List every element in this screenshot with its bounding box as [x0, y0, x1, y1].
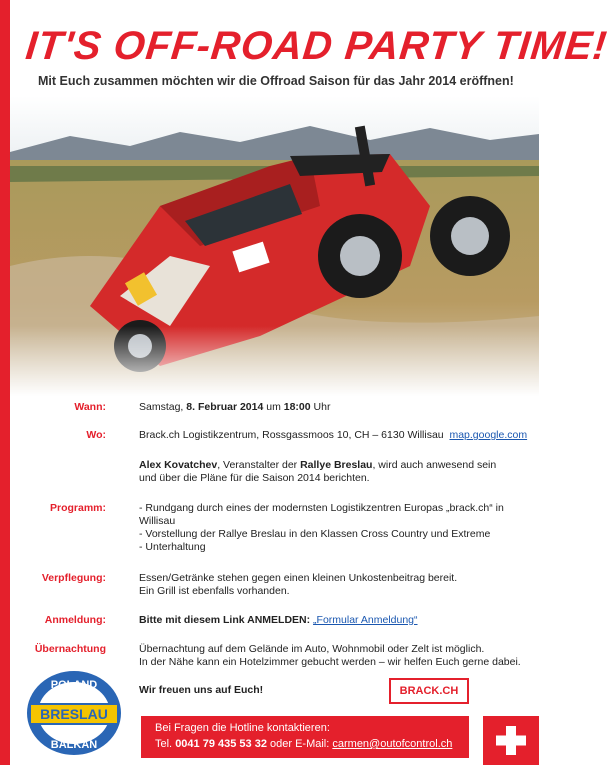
label-programm: Programm:: [49, 502, 106, 514]
list-item: - Vorstellung der Rallye Breslau in den Klassen Cross Country und Extreme: [139, 528, 491, 540]
hotline-email-link[interactable]: carmen@outofcontrol.ch: [332, 738, 453, 750]
host-event: Rallye Breslau: [300, 459, 373, 471]
swiss-flag-icon: [483, 716, 539, 765]
label-anmeldung: Anmeldung:: [44, 614, 106, 626]
page-title: IT'S OFF-ROAD PARTY TIME!: [23, 24, 610, 68]
value-wo: Brack.ch Logistikzentrum, Rossgassmoos 10, CH – 6130 Willisau map.google.com: [139, 429, 528, 441]
event-time: 18:00: [283, 401, 311, 413]
badge-top-text: POLAND: [50, 679, 98, 691]
hotline-phone[interactable]: 0041 79 435 53 32: [175, 738, 267, 750]
hotline-box: [141, 716, 469, 758]
list-item: - Rundgang durch eines der modernsten Logistikzentren Europas „brack.ch“ in Willisau: [139, 502, 504, 527]
map-link[interactable]: map.google.com: [449, 429, 528, 441]
event-date: 8. Februar 2014: [186, 401, 264, 413]
badge-bottom-text: BALKAN: [50, 739, 98, 751]
value-uebernachtung: Übernachtung auf dem Gelände im Auto, Wohnmobil oder Zelt ist möglich. In der Nähe kann ein Hotelzimmer gebucht werden – wir helfen Euch gerne dabei.: [139, 643, 521, 668]
value-wann: Samstag, 8. Februar 2014 um 18:00 Uhr: [139, 401, 331, 413]
value-anmeldung: Bitte mit diesem Link ANMELDEN: „Formular Anmeldung“: [139, 614, 418, 626]
label-wann: Wann:: [74, 401, 106, 413]
brack-logo: BRACK.CH: [389, 678, 469, 704]
label-uebernachtung: Übernachtung: [34, 643, 106, 655]
host-name: Alex Kovatchev: [139, 459, 218, 471]
host-paragraph: Alex Kovatchev, Veranstalter der Rallye Breslau, wird auch anwesend sein und über die Pläne für die Saison 2014 berichten.: [139, 459, 497, 484]
offroad-jeep-photo: [10, 96, 539, 396]
label-verpflegung: Verpflegung:: [41, 572, 106, 584]
list-item: - Unterhaltung: [139, 541, 206, 553]
value-verpflegung: Essen/Getränke stehen gegen einen kleinen Unkostenbeitrag bereit. Ein Grill ist ebenfalls vorhanden.: [139, 572, 458, 597]
page-subtitle: Mit Euch zusammen möchten wir die Offroad Saison für das Jahr 2014 eröffnen!: [38, 74, 514, 88]
label-wo: Wo:: [86, 429, 106, 441]
hotline-heading: Bei Fragen die Hotline kontaktieren:: [155, 722, 330, 734]
programm-list: [139, 502, 514, 554]
registration-form-link[interactable]: „Formular Anmeldung“: [313, 614, 418, 626]
hotline-contact: Tel. 0041 79 435 53 32 oder E-Mail: carmen@outofcontrol.ch: [155, 738, 453, 750]
badge-mid-text: BRESLAU: [40, 706, 108, 722]
breslau-badge-logo: [24, 668, 124, 758]
closing-text: Wir freuen uns auf Euch!: [139, 684, 264, 696]
